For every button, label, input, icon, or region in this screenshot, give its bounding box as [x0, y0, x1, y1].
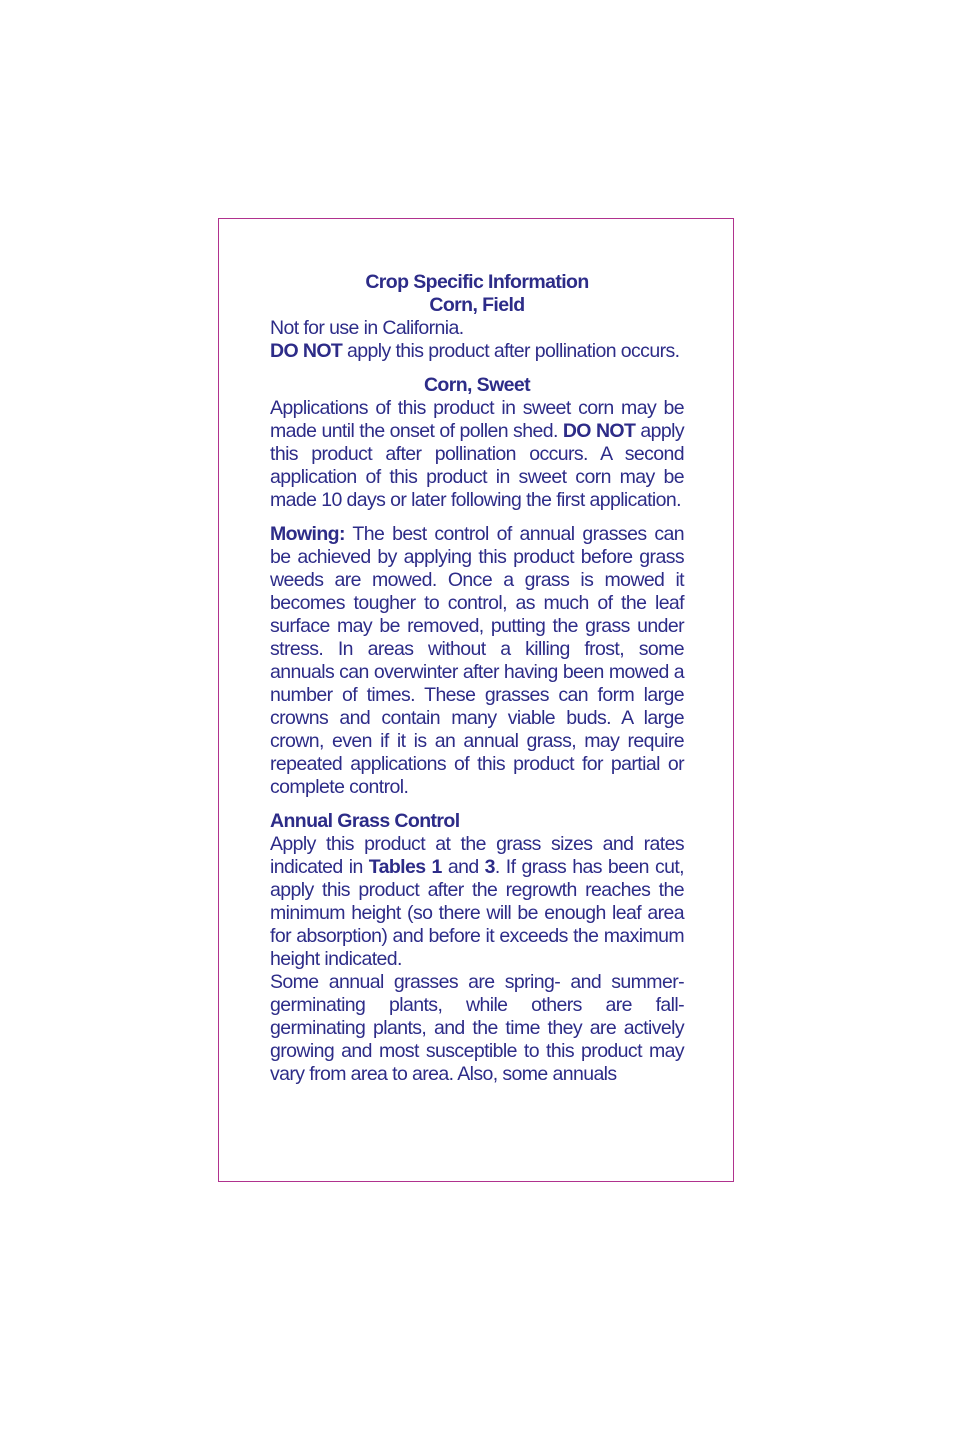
sweet-corn-part2: apply this product after pollination occurs. A second application of this product in sweet corn may be made 10 days or later following the first application. [270, 420, 684, 511]
sweet-corn-do-not: DO NOT [562, 420, 636, 442]
annual-grass-paragraph-1 [270, 833, 684, 971]
annual-grass-p2: Some annual grasses are spring- and summer-germinating plants, while others are fall-germinating plants, and the time they are actively growing and most susceptible to this product may vary from area to area. Also, some annuals [270, 971, 684, 1085]
table-3-ref: 3 [484, 856, 495, 878]
field-corn-line1-text: Not for use in California. [270, 317, 464, 339]
mowing-label: Mowing: [270, 523, 345, 545]
annual-grass-paragraph-2 [270, 971, 684, 1086]
field-corn-do-not: DO NOT [270, 340, 343, 362]
field-corn-line2 [270, 340, 684, 363]
page-title: Crop Specific Information [365, 271, 589, 293]
annual-grass-heading: Annual Grass Control [270, 810, 460, 832]
mowing-paragraph [270, 523, 684, 799]
mowing-text: The best control of annual grasses can be achieved by applying this product before grass weeds are mowed. Once a grass is mowed it becomes tougher to control, as much of the leaf surface may be removed, putting the grass under stress. In areas without a killing frost, some annuals can overwinter after having been mowed a number of times. These grasses can form large crowns and contain many viable buds. A large crown, even if it is an annual grass, may require repeated applications of this product for partial or complete control. [270, 523, 684, 798]
annual-grass-p1-a: Apply this product at the grass sizes and rates indicated in [270, 833, 684, 878]
sweet-corn-part1: Applications of this product in sweet corn may be made until the onset of pollen shed. [270, 397, 684, 442]
tables-1-ref: Tables 1 [368, 856, 442, 878]
label-panel [218, 218, 734, 1182]
sweet-corn-paragraph [270, 397, 684, 512]
label-content [270, 271, 684, 1086]
annual-grass-p1-b: . If grass has been cut, apply this product after the regrowth reaches the minimum height (so there will be enough leaf area for absorption) and before it exceeds the maximum height indicated. [270, 856, 685, 970]
field-corn-line1 [270, 317, 684, 340]
field-corn-line2-text: apply this product after pollination occurs. [342, 340, 680, 362]
field-corn-heading: Corn, Field [429, 294, 525, 316]
sweet-corn-heading: Corn, Sweet [423, 374, 531, 396]
annual-grass-and: and [441, 856, 485, 878]
